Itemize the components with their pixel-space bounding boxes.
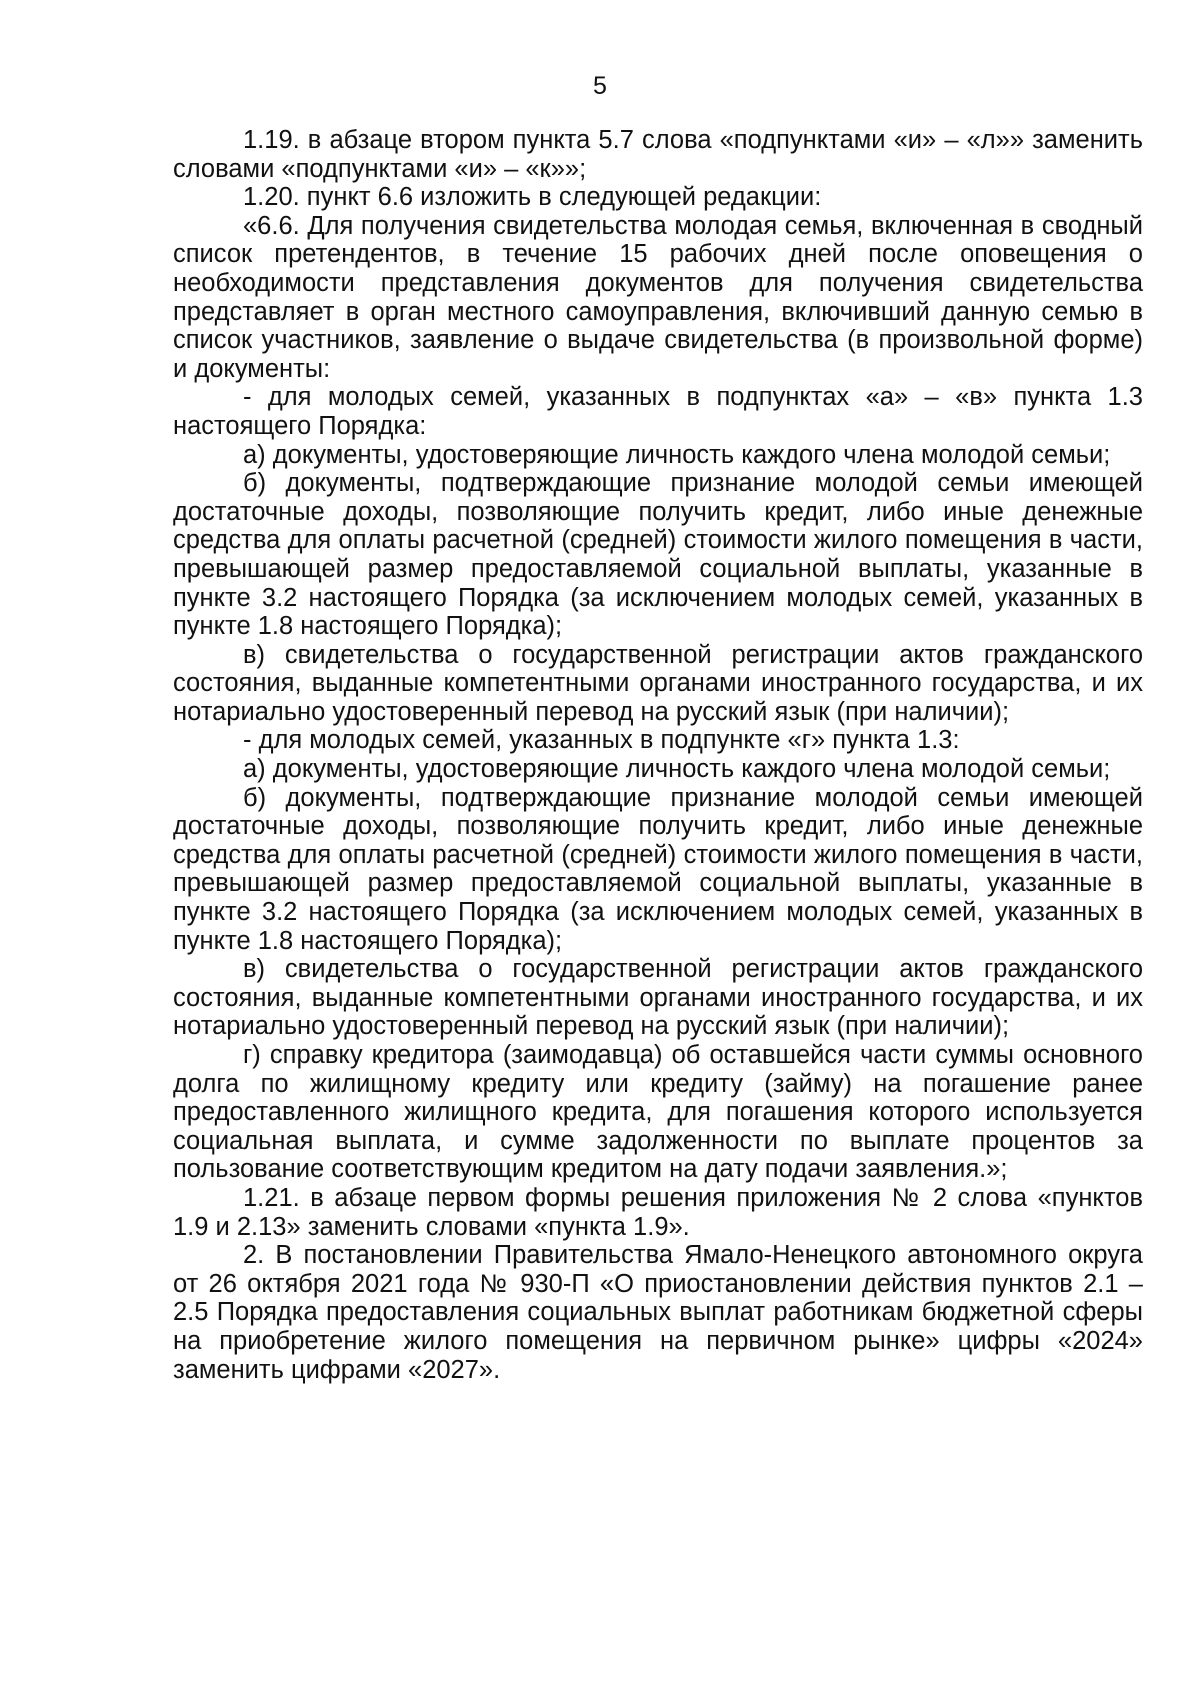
paragraph-group1-item-v: в) свидетельства о государственной регистрации актов гражданского состояния, выданные компетентными органами иностранного государства, и их нотариально удостоверенный перевод на русский язык (при наличии); (173, 640, 1143, 726)
paragraph-6-6-intro: «6.6. Для получения свидетельства молодая семья, включенная в сводный список претендентов, в течение 15 рабочих дней после оповещения о необходимости представления документов для получения свидетельства представляет в орган местного самоуправления, включивший данную семью в список участников, заявление о выдаче свидетельства (в произвольной форме) и документы: (173, 211, 1143, 383)
paragraph-group2-item-g: г) справку кредитора (заимодавца) об оставшейся части суммы основного долга по жилищному кредиту или кредиту (займу) на погашение ранее предоставленного жилищного кредита, для погашения которого используется социальная выплата, и сумме задолженности по выплате процентов за пользование соответствующим кредитом на дату подачи заявления.»; (173, 1041, 1143, 1184)
paragraph-group2-item-b: б) документы, подтверждающие признание молодой семьи имеющей достаточные доходы, позволяющие получить кредит, либо иные денежные средства для оплаты расчетной (средней) стоимости жилого помещения в части, превышающей размер предоставляемой социальной выплаты, указанные в пункте 3.2 настоящего Порядка (за исключением молодых семей, указанных в пункте 1.8 настоящего Порядка); (173, 783, 1143, 955)
paragraph-1-19: 1.19. в абзаце втором пункта 5.7 слова «подпунктами «и» – «л»» заменить словами «подпунктами «и» – «к»»; (173, 126, 1143, 183)
paragraph-1-21: 1.21. в абзаце первом формы решения приложения № 2 слова «пунктов 1.9 и 2.13» заменить словами «пункта 1.9». (173, 1183, 1143, 1241)
page-number: 5 (593, 72, 607, 100)
paragraph-group-g-heading: - для молодых семей, указанных в подпункте «г» пункта 1.3: (243, 726, 960, 755)
paragraph-group-a-v-heading: - для молодых семей, указанных в подпунктах «а» – «в» пункта 1.3 настоящего Порядка: (173, 383, 1143, 440)
paragraph-group1-item-a: а) документы, удостоверяющие личность каждого члена молодой семьи; (243, 440, 1111, 469)
paragraph-group1-item-b: б) документы, подтверждающие признание молодой семьи имеющей достаточные доходы, позволяющие получить кредит, либо иные денежные средства для оплаты расчетной (средней) стоимости жилого помещения в части, превышающей размер предоставляемой социальной выплаты, указанные в пункте 3.2 настоящего Порядка (за исключением молодых семей, указанных в пункте 1.8 настоящего Порядка); (173, 469, 1143, 641)
paragraph-2: 2. В постановлении Правительства Ямало-Ненецкого автономного округа от 26 октября 2021 года № 930-П «О приостановлении действия пунктов 2.1 – 2.5 Порядка предоставления социальных выплат работникам бюджетной сферы на приобретение жилого помещения на первичном рынке» цифры «2024» заменить цифрами «2027». (173, 1241, 1143, 1384)
paragraph-group2-item-a: а) документы, удостоверяющие личность каждого члена молодой семьи; (243, 755, 1111, 784)
paragraph-1-20: 1.20. пункт 6.6 изложить в следующей редакции: (243, 183, 822, 212)
document-body (173, 126, 1143, 1384)
paragraph-group2-item-v: в) свидетельства о государственной регистрации актов гражданского состояния, выданные компетентными органами иностранного государства, и их нотариально удостоверенный перевод на русский язык (при наличии); (173, 955, 1143, 1041)
